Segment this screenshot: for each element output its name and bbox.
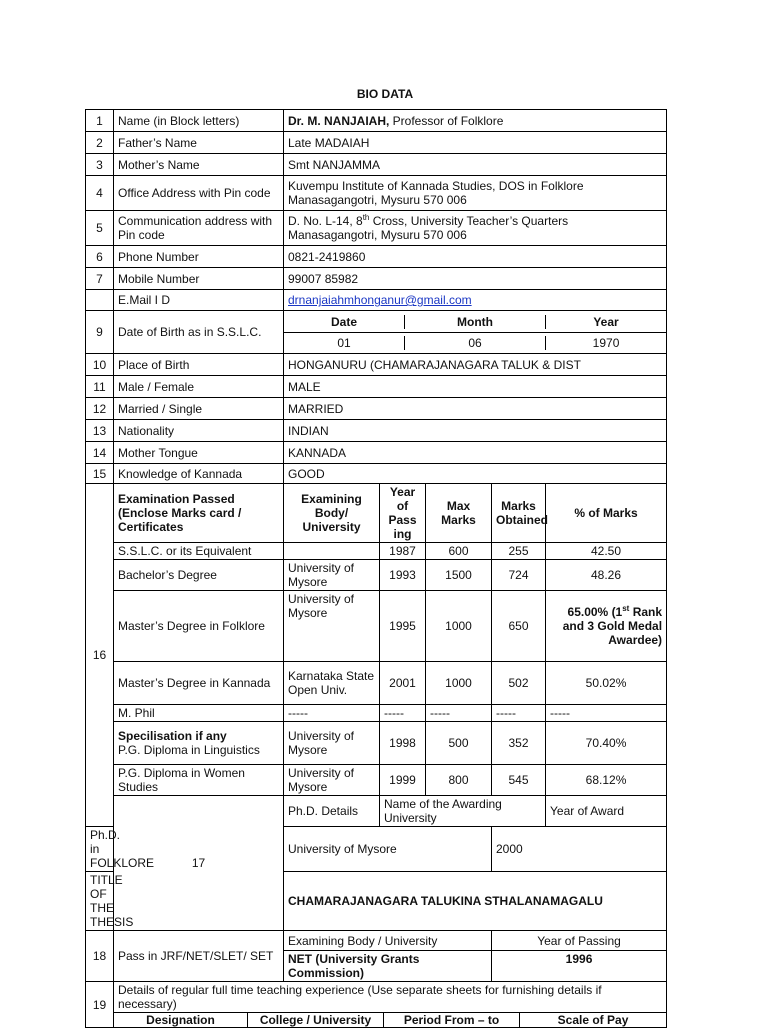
edu-max: 1500 [426, 560, 492, 591]
teaching-header-college: College / University [248, 1013, 384, 1027]
edu-header-obtained: Marks Obtained [492, 484, 546, 543]
field-value [284, 176, 667, 211]
teaching-description: Details of regular full time teaching experience (Use separate sheets for furnishing details if necessary) [114, 982, 667, 1013]
field-label: Male / Female [114, 376, 284, 398]
edu-max: 1000 [426, 591, 492, 662]
field-label: Date of Birth as in S.S.L.C. [114, 311, 284, 354]
bio-data-form [85, 109, 666, 1028]
field-label: Knowledge of Kannada [114, 464, 284, 484]
edu-exam: P.G. Diploma in Women Studies [114, 765, 284, 796]
field-label: Place of Birth [114, 354, 284, 376]
education-header-row [86, 484, 667, 543]
edu-year: 1987 [380, 543, 426, 560]
row-kannada-knowledge [86, 464, 667, 484]
address-line: Kuvempu Institute of Kannada Studies, DOS in Folklore [288, 179, 584, 193]
edu-obtained: ----- [492, 705, 546, 722]
edu-obtained: 352 [492, 722, 546, 765]
row-mother-tongue [86, 442, 667, 464]
row-number: 14 [86, 442, 114, 464]
address-line: Manasagangotri, Mysuru 570 006 [288, 193, 467, 207]
row-nationality [86, 420, 667, 442]
row-communication-address [86, 211, 667, 246]
jrf-year: 1996 [492, 951, 667, 982]
bio-data-table [85, 109, 667, 1028]
field-label: Communication address with Pin code [114, 211, 284, 246]
edu-pct [546, 591, 667, 662]
field-value [284, 110, 667, 132]
education-row-sslc [86, 543, 667, 560]
jrf-body-label: Examining Body / University [284, 931, 492, 951]
dob-month: 06 [405, 336, 546, 350]
jrf-year-label: Year of Passing [492, 931, 667, 951]
field-label: Mobile Number [114, 268, 284, 290]
row-number [86, 290, 114, 311]
jrf-body: NET (University Grants Commission) [284, 951, 492, 982]
row-number: 12 [86, 398, 114, 420]
dob-subtable-cell [284, 311, 667, 333]
address-line: Cross, University Teacher’s Quarters [369, 214, 569, 228]
row-name [86, 110, 667, 132]
row-phone [86, 246, 667, 268]
row-number: 10 [86, 354, 114, 376]
edu-exam [114, 722, 284, 765]
row-number: 7 [86, 268, 114, 290]
edu-year: 1995 [380, 591, 426, 662]
edu-pct: 68.12% [546, 765, 667, 796]
edu-body: Karnataka State Open Univ. [284, 662, 380, 705]
row-number: 18 [86, 931, 114, 982]
field-value: Smt NANJAMMA [284, 154, 667, 176]
address-line: Manasagangotri, Mysuru 570 006 [288, 228, 467, 242]
field-value: 0821-2419860 [284, 246, 667, 268]
edu-exam: M. Phil [114, 705, 284, 722]
edu-header-exam: Examination Passed (Enclose Marks card / Certificates [114, 484, 284, 543]
field-label: Phone Number [114, 246, 284, 268]
row-number: 13 [86, 420, 114, 442]
thesis-title: CHAMARAJANAGARA TALUKINA STHALANAMAGALU [284, 872, 667, 931]
row-place-of-birth [86, 354, 667, 376]
email-link[interactable]: drnanjaiahmhonganur@gmail.com [288, 293, 472, 307]
field-label: Name (in Block letters) [114, 110, 284, 132]
field-label: Office Address with Pin code [114, 176, 284, 211]
phd-year: 2000 [492, 827, 667, 872]
dob-subtable-cell [284, 333, 667, 354]
edu-pct: 48.26 [546, 560, 667, 591]
edu-max: ----- [426, 705, 492, 722]
edu-header-year: Year of Pass ing [380, 484, 426, 543]
field-value: INDIAN [284, 420, 667, 442]
teaching-header-scale: Scale of Pay [557, 1013, 629, 1027]
dob-date: 01 [284, 336, 405, 350]
edu-header-body: Examining Body/ University [284, 484, 380, 543]
field-label: Nationality [114, 420, 284, 442]
row-number: 3 [86, 154, 114, 176]
education-row-masters-folklore [86, 591, 667, 662]
superscript: th [362, 213, 370, 222]
edu-body: University of Mysore [284, 722, 380, 765]
edu-body: University of Mysore [284, 591, 380, 662]
row-jrf-header [86, 931, 667, 951]
row-dob-header [86, 311, 667, 333]
teaching-header-designation: Designation [114, 1013, 248, 1027]
row-father [86, 132, 667, 154]
field-label: Pass in JRF/NET/SLET/ SET [114, 931, 284, 982]
field-value: HONGANURU (CHAMARAJANAGARA TALUK & DIST [284, 354, 667, 376]
phd-awarding-label: Name of the Awarding University [380, 796, 546, 827]
row-number: 19 [86, 982, 114, 1028]
edu-year: ----- [380, 705, 426, 722]
education-row-pg-linguistics [86, 722, 667, 765]
field-value: KANNADA [284, 442, 667, 464]
row-office-address [86, 176, 667, 211]
dob-values-table [284, 336, 666, 350]
education-row-mphil [86, 705, 667, 722]
pct-text: Rank and 3 Gold Medal Awardee) [562, 605, 663, 647]
edu-pct: ----- [546, 705, 667, 722]
specialisation-label: Specilisation if any [118, 729, 227, 743]
row-number: 9 [86, 311, 114, 354]
edu-year: 2001 [380, 662, 426, 705]
row-number: 16 [86, 484, 114, 827]
field-label: Father’s Name [114, 132, 284, 154]
phd-university: University of Mysore [284, 827, 492, 872]
field-value: MARRIED [284, 398, 667, 420]
row-number: 17 [114, 796, 284, 931]
edu-exam: Master’s Degree in Folklore [114, 591, 284, 662]
row-number: 11 [86, 376, 114, 398]
edu-obtained: 545 [492, 765, 546, 796]
address-line: D. No. L-14, 8 [288, 214, 363, 228]
edu-header-pct: % of Marks [546, 484, 667, 543]
row-teaching [86, 982, 667, 1013]
phd-award-year-label: Year of Award [546, 796, 667, 827]
education-row-pg-women [86, 765, 667, 796]
name-title: Professor of Folklore [389, 113, 504, 128]
row-email [86, 290, 667, 311]
field-label: Ph.D. Details [284, 796, 380, 827]
education-row-masters-kannada [86, 662, 667, 705]
row-phd-details [86, 796, 667, 827]
row-marital-status [86, 398, 667, 420]
edu-max: 500 [426, 722, 492, 765]
edu-body [284, 543, 380, 560]
edu-year: 1999 [380, 765, 426, 796]
edu-exam-text: P.G. Diploma in Linguistics [118, 743, 260, 757]
field-value [284, 211, 667, 246]
edu-body: ----- [284, 705, 380, 722]
row-number: 2 [86, 132, 114, 154]
education-row-bachelor [86, 560, 667, 591]
edu-max: 800 [426, 765, 492, 796]
pct-text: 65.00% (1 [567, 605, 623, 619]
dob-date-header: Date [284, 315, 405, 329]
field-value: 99007 85982 [284, 268, 667, 290]
edu-exam: S.S.L.C. or its Equivalent [114, 543, 284, 560]
field-label: Married / Single [114, 398, 284, 420]
field-label: Mother Tongue [114, 442, 284, 464]
row-number: 4 [86, 176, 114, 211]
field-label: TITLE OF THE THESIS [86, 872, 114, 931]
edu-year: 1998 [380, 722, 426, 765]
dob-year-header: Year [593, 314, 619, 329]
row-number: 5 [86, 211, 114, 246]
field-label: Ph.D. in FOLKLORE [86, 827, 114, 872]
teaching-header-cell [114, 1013, 667, 1028]
edu-body: University of Mysore [284, 765, 380, 796]
teaching-header-period: Period From – to [384, 1013, 520, 1027]
row-gender [86, 376, 667, 398]
edu-pct: 42.50 [546, 543, 667, 560]
dob-month-header: Month [405, 315, 546, 329]
edu-header-max: Max Marks [426, 484, 492, 543]
edu-exam: Bachelor’s Degree [114, 560, 284, 591]
edu-obtained: 650 [492, 591, 546, 662]
edu-exam: Master’s Degree in Kannada [114, 662, 284, 705]
dob-header-table [284, 315, 666, 329]
teaching-header-table [114, 1013, 666, 1027]
edu-pct: 50.02% [546, 662, 667, 705]
edu-body: University of Mysore [284, 560, 380, 591]
edu-obtained: 724 [492, 560, 546, 591]
field-value: MALE [284, 376, 667, 398]
row-teaching-headers [86, 1013, 667, 1028]
page-title: BIO DATA [356, 87, 414, 101]
edu-obtained: 255 [492, 543, 546, 560]
superscript: st [622, 604, 630, 613]
row-mobile [86, 268, 667, 290]
name-bold: Dr. M. NANJAIAH, [288, 113, 390, 128]
edu-max: 600 [426, 543, 492, 560]
row-mother [86, 154, 667, 176]
field-label: Mother’s Name [114, 154, 284, 176]
field-value: GOOD [284, 464, 667, 484]
field-value [284, 290, 667, 311]
field-label: E.Mail I D [114, 290, 284, 311]
row-number: 15 [86, 464, 114, 484]
field-value: Late MADAIAH [284, 132, 667, 154]
dob-year: 1970 [592, 336, 620, 350]
edu-obtained: 502 [492, 662, 546, 705]
row-number: 1 [86, 110, 114, 132]
edu-year: 1993 [380, 560, 426, 591]
edu-pct: 70.40% [546, 722, 667, 765]
row-number: 6 [86, 246, 114, 268]
edu-max: 1000 [426, 662, 492, 705]
